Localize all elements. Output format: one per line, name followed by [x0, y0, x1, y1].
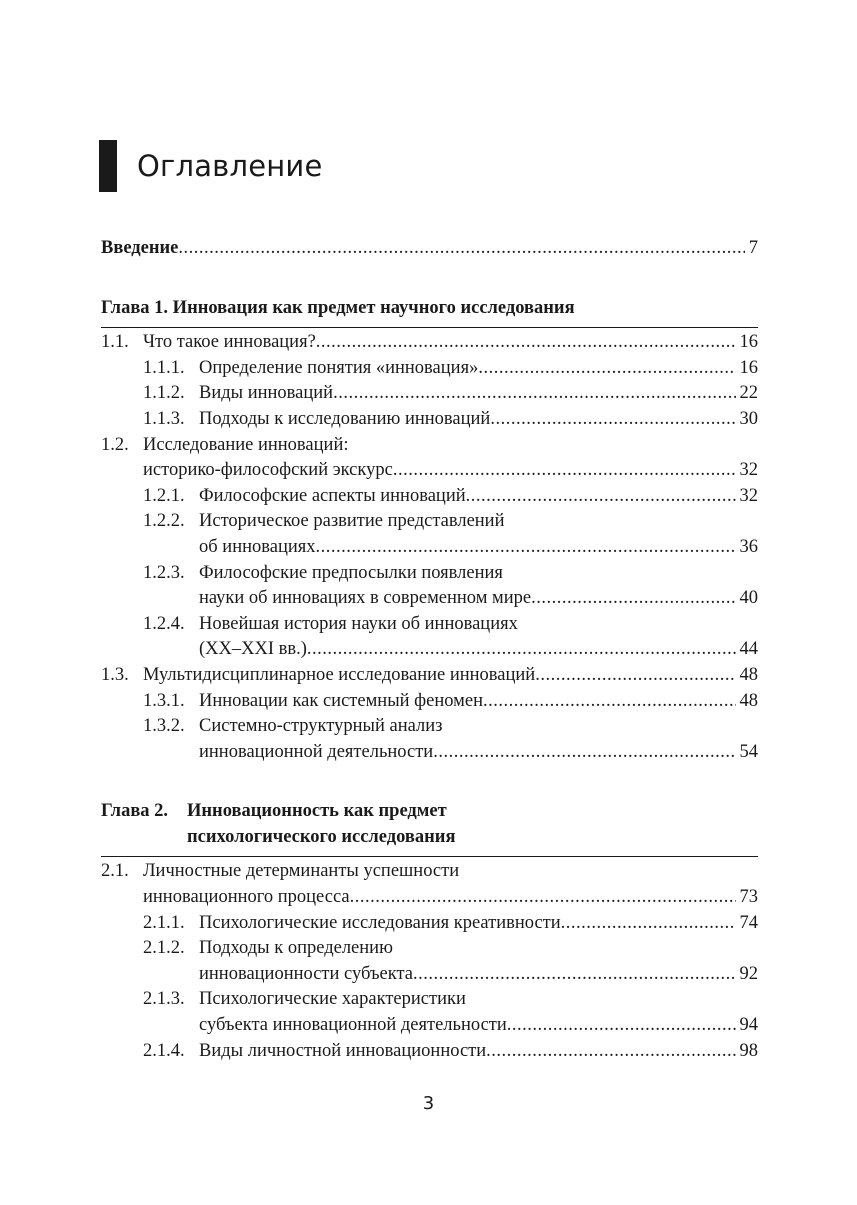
dot-leader [466, 484, 736, 510]
toc-entry-2-1-4[interactable] [101, 1039, 758, 1065]
dot-leader [393, 458, 736, 484]
toc-entry-number: 1.3.1. [143, 690, 185, 711]
dot-leader [561, 911, 736, 937]
toc-entry-title: Психологические исследования креативности [199, 912, 561, 933]
dot-leader [316, 535, 736, 561]
toc-page-number: 7 [748, 238, 758, 258]
toc-entry-title-cont: об инновациях [199, 536, 316, 557]
title-marker-bar [99, 140, 117, 192]
dot-leader [507, 1013, 736, 1039]
toc-entry-number: 2.1.2. [143, 938, 185, 959]
toc-entry-number: 2.1. [101, 861, 129, 882]
dot-leader [531, 586, 735, 612]
toc-entry-1-2-2[interactable] [101, 509, 758, 560]
toc-page-number: 48 [739, 690, 758, 711]
toc-entry-title: Психологические характеристики [199, 989, 466, 1010]
page-number: 3 [422, 1093, 435, 1114]
toc-entry-1-2-3[interactable] [101, 561, 758, 612]
toc-entry-title: Историческое развитие представлений [199, 511, 505, 532]
toc-entry-title-cont: науки об инновациях в современном мире [199, 588, 532, 609]
toc-entry-title-cont: историко-философский экскурс [143, 460, 393, 481]
toc-entry-number: 1.2.1. [143, 485, 185, 506]
page-title: Оглавление [137, 149, 323, 183]
toc-entry-title: Введение [101, 238, 179, 258]
toc-entry-1-2-4[interactable] [101, 612, 758, 663]
chapter-2-rule [101, 856, 758, 857]
toc-entry-number: 1.2. [101, 434, 129, 455]
toc-entry-1-1[interactable] [101, 330, 758, 356]
toc-entry-title: Исследование инноваций: [143, 434, 349, 455]
toc-entry-title-cont: инновационности субъекта [199, 963, 414, 984]
toc-page-number: 30 [739, 408, 758, 429]
toc-entry-2-1-3[interactable] [101, 987, 758, 1038]
dot-leader [486, 1039, 735, 1065]
toc-entry-title: Подходы к определению [199, 938, 393, 959]
toc-entry-number: 2.1.4. [143, 1040, 185, 1061]
toc-entry-title: Виды личностной инновационности [199, 1040, 487, 1061]
dot-leader [483, 689, 736, 715]
toc-entry-title: Философские предпосылки появления [199, 562, 503, 583]
toc-entry-1-3[interactable] [101, 663, 758, 689]
dot-leader [535, 663, 735, 689]
dot-leader [490, 407, 735, 433]
toc-entry-title: Подходы к исследованию инноваций [199, 408, 491, 429]
toc-entry-number: 1.1.3. [143, 408, 185, 429]
toc-entry-number: 1.1.1. [143, 357, 185, 378]
chapter-1-heading: Глава 1. Инновация как предмет научного исследования [101, 297, 575, 318]
dot-leader [350, 885, 736, 911]
chapter-label: Глава 2. [101, 801, 169, 822]
dot-leader [478, 356, 735, 382]
toc-entry-title: Личностные детерминанты успешности [143, 861, 460, 882]
toc-entry-title-cont: субъекта инновационной деятельности [199, 1015, 507, 1036]
toc-entry-title-cont: инновационной деятельности [199, 741, 434, 762]
toc-entry-number: 2.1.3. [143, 989, 185, 1010]
toc-entry-number: 1.1.2. [143, 383, 185, 404]
toc-page-number: 74 [739, 912, 758, 933]
toc-page-number: 73 [739, 887, 758, 908]
toc-entry-title: Виды инноваций [199, 383, 334, 404]
toc-page-number: 54 [739, 741, 758, 762]
toc-entry-title-cont: (XX–XXI вв.) [199, 639, 307, 660]
table-of-contents [101, 236, 758, 1064]
dot-leader [333, 381, 735, 407]
toc-entry-number: 1.2.3. [143, 562, 185, 583]
toc-entry-1-2[interactable] [101, 433, 758, 484]
page-title-block [99, 140, 323, 192]
toc-entry-intro[interactable] [101, 236, 758, 262]
toc-entry-number: 2.1.1. [143, 912, 185, 933]
chapter-1-rule [101, 327, 758, 328]
toc-entry-title-cont: инновационного процесса [143, 887, 350, 908]
toc-entry-2-1-2[interactable] [101, 936, 758, 987]
toc-entry-title: Системно-структурный анализ [199, 716, 443, 737]
dot-leader [307, 637, 736, 663]
toc-page-number: 48 [739, 664, 758, 685]
toc-entry-number: 1.3.2. [143, 716, 185, 737]
toc-page-number: 32 [739, 485, 758, 506]
toc-entry-title: Что такое инновация? [143, 332, 316, 353]
toc-page-number: 32 [739, 460, 758, 481]
toc-page-number: 16 [739, 357, 758, 378]
toc-entry-1-1-1[interactable] [101, 356, 758, 382]
toc-page-number: 16 [739, 332, 758, 353]
toc-entry-title: Мультидисциплинарное исследование инноваций [143, 664, 536, 685]
toc-entry-title: Инновации как системный феномен [199, 690, 483, 711]
chapter-title-cont: психологического исследования [187, 826, 456, 847]
dot-leader [413, 962, 735, 988]
toc-entry-1-3-1[interactable] [101, 689, 758, 715]
toc-page-number: 36 [739, 536, 758, 557]
toc-entry-number: 1.3. [101, 664, 129, 685]
toc-page-number: 94 [739, 1015, 758, 1036]
toc-entry-title: Определение понятия «инновация» [199, 357, 479, 378]
toc-entry-1-1-3[interactable] [101, 407, 758, 433]
toc-entry-1-3-2[interactable] [101, 714, 758, 765]
toc-entry-title: Философские аспекты инноваций [199, 485, 466, 506]
chapter-title: Инновационность как предмет [187, 801, 447, 822]
toc-entry-1-1-2[interactable] [101, 381, 758, 407]
toc-page-number: 98 [739, 1040, 758, 1061]
toc-entry-number: 1.2.4. [143, 613, 185, 634]
toc-entry-1-2-1[interactable] [101, 484, 758, 510]
dot-leader [178, 236, 744, 262]
toc-entry-number: 1.1. [101, 332, 129, 353]
toc-page-number: 40 [739, 588, 758, 609]
toc-page-number: 22 [739, 383, 758, 404]
toc-entry-2-1-1[interactable] [101, 911, 758, 937]
toc-entry-number: 1.2.2. [143, 511, 185, 532]
chapter-2-heading [101, 799, 758, 850]
toc-entry-2-1[interactable] [101, 859, 758, 910]
dot-leader [316, 330, 736, 356]
toc-page-number: 44 [739, 639, 758, 660]
dot-leader [433, 740, 735, 766]
toc-entry-title: Новейшая история науки об инновациях [199, 613, 518, 634]
toc-page-number: 92 [739, 963, 758, 984]
